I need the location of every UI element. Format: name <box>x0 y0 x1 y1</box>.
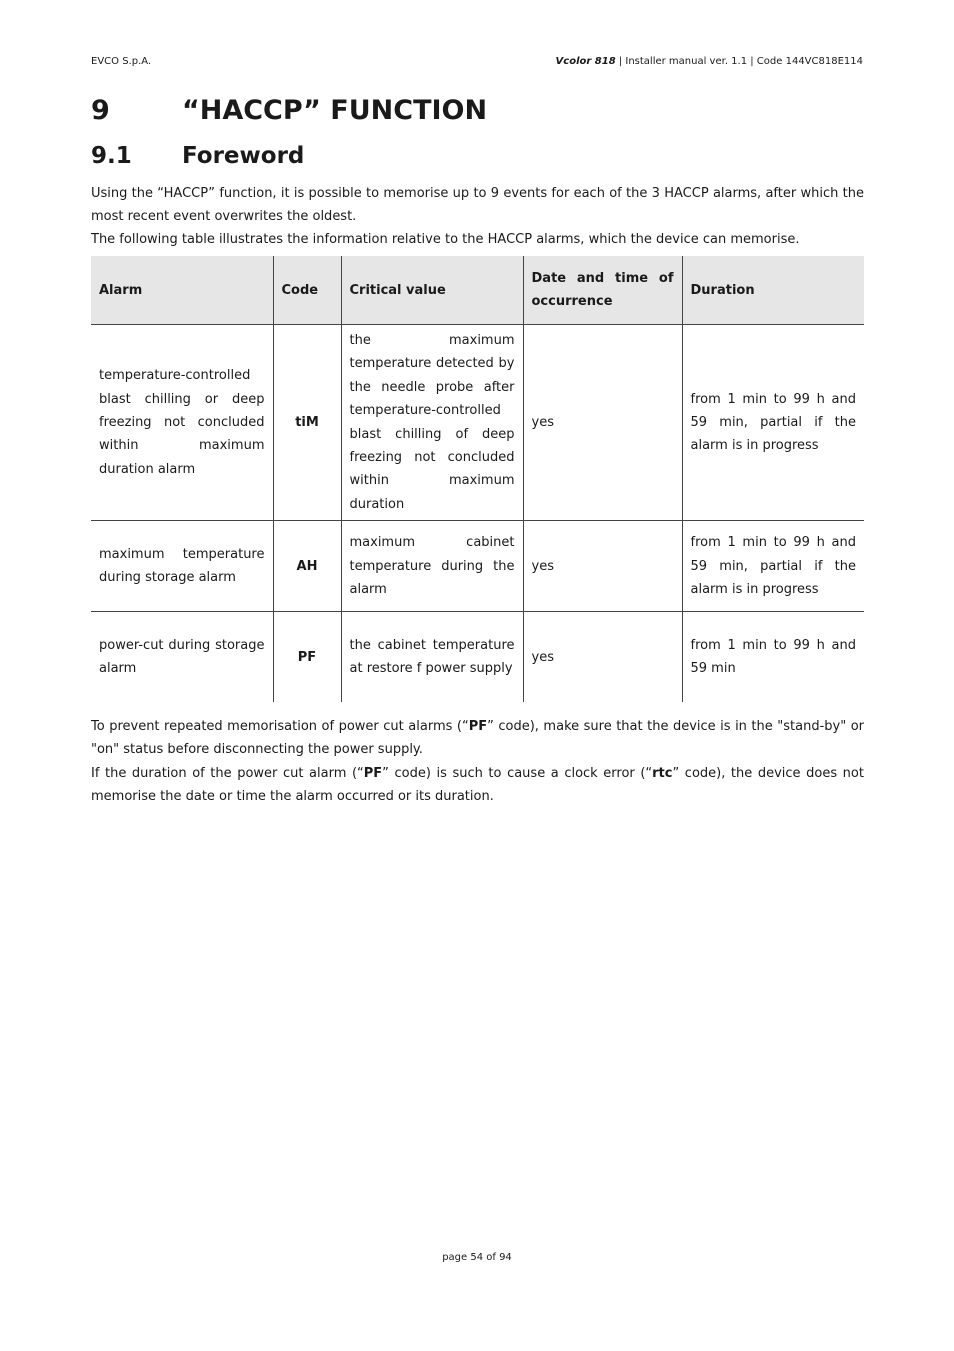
critical-value-cell: the maximum temperature detected by the needle probe after temperature-controlled blast chilling of deep freezing not concluded within maximum duration <box>341 325 523 521</box>
note-text: ” code), the device does not memorise the date or time the alarm occurred or its duration. <box>91 766 864 805</box>
note-text: If the duration of the power cut alarm (“ <box>91 766 364 781</box>
table-header-row <box>91 256 864 325</box>
duration-cell: from 1 min to 99 h and 59 min <box>690 637 856 677</box>
date-time-cell: yes <box>523 612 682 703</box>
column-header-alarm: Alarm <box>91 256 273 325</box>
alarm-code: rtc <box>652 766 673 781</box>
duration-cell: from 1 min to 99 h and 59 min, partial if the alarm is in progress <box>682 521 864 612</box>
subsection-title: Foreword <box>182 143 305 169</box>
table-row <box>91 521 864 612</box>
intro-paragraph-2: The following table illustrates the information relative to the HACCP alarms, which the device can memorise. <box>91 232 800 247</box>
code-cell: PF <box>273 612 341 703</box>
intro-paragraph-1: Using the “HACCP” function, it is possible to memorise up to 9 events for each of the 3 HACCP alarms, after which the most recent event overwrites the oldest. <box>91 186 864 225</box>
subsection-number: 9.1 <box>91 143 132 169</box>
header-company: EVCO S.p.A. <box>91 56 152 67</box>
note-text: To prevent repeated memorisation of power cut alarms (“ <box>91 719 469 734</box>
note-paragraph-2 <box>91 762 864 809</box>
header-product: Vcolor 818 <box>555 56 616 67</box>
column-header-code: Code <box>273 256 341 325</box>
column-header-critical-value: Critical value <box>341 256 523 325</box>
alarm-code: PF <box>468 719 488 734</box>
column-header-date-time: Date and time of occurrence <box>523 256 682 325</box>
header-document-info <box>556 56 863 67</box>
page-number: page 54 of 94 <box>442 1252 512 1263</box>
critical-value-cell: maximum cabinet temperature during the alarm <box>341 521 523 612</box>
note-text: ” code), make sure that the device is in the "stand-by" or "on" status before disconnecting the power supply. <box>91 719 865 758</box>
section-heading <box>91 95 487 126</box>
date-time-cell: yes <box>523 325 682 521</box>
alarm-cell: temperature-controlled blast chilling or deep freezing not concluded within maximum duration alarm <box>91 325 273 521</box>
column-header-duration: Duration <box>682 256 864 325</box>
alarm-cell: power-cut during storage alarm <box>91 612 273 703</box>
note-text: ” code) is such to cause a clock error (“ <box>382 766 653 781</box>
date-time-cell: yes <box>523 521 682 612</box>
alarm-cell: maximum temperature during storage alarm <box>91 521 273 612</box>
section-title: “HACCP” FUNCTION <box>182 95 488 126</box>
table-row <box>91 612 864 703</box>
header-manual-info: | Installer manual ver. 1.1 | Code 144VC818E114 <box>615 56 863 67</box>
alarm-code: PF <box>363 766 383 781</box>
subsection-heading <box>91 143 304 169</box>
code-cell: AH <box>273 521 341 612</box>
section-number: 9 <box>91 95 110 126</box>
duration-cell: from 1 min to 99 h and 59 min, partial if the alarm is in progress <box>682 325 864 521</box>
critical-value-cell: the cabinet temperature at restore f power supply <box>341 612 523 703</box>
code-cell: tiM <box>273 325 341 521</box>
table-row <box>91 325 864 521</box>
haccp-alarms-table <box>91 256 864 702</box>
note-paragraph-1 <box>91 715 864 762</box>
